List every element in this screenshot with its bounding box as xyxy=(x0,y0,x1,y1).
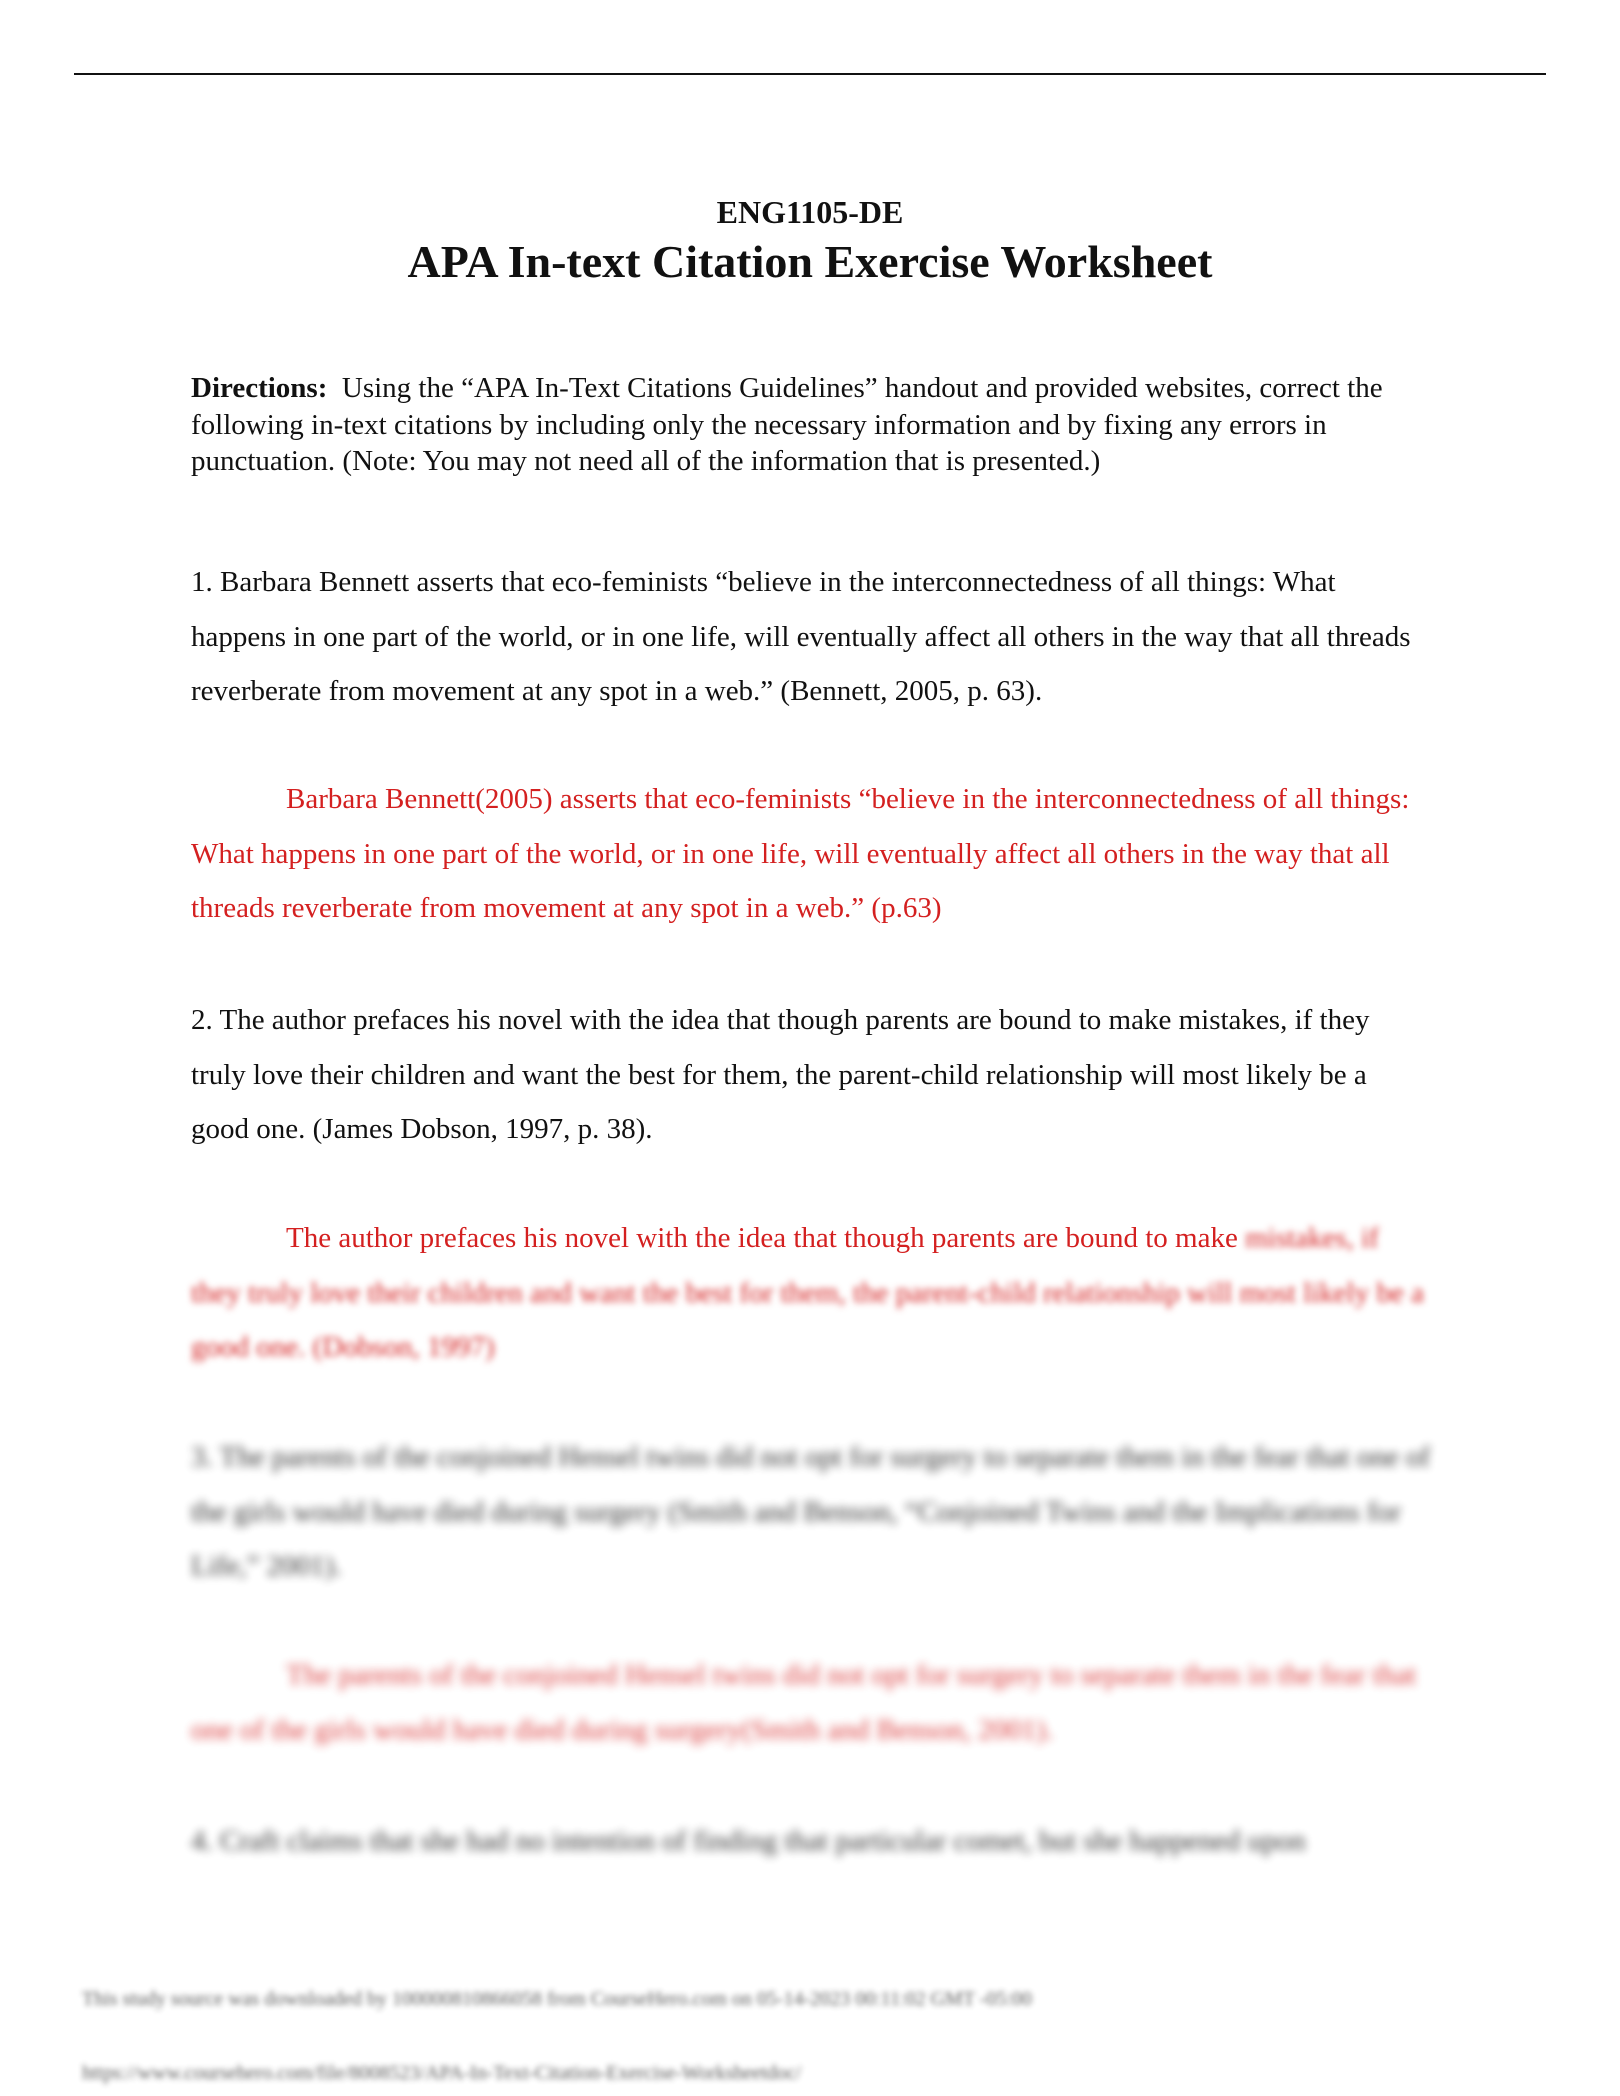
directions-paragraph xyxy=(191,370,1431,480)
header-rule xyxy=(74,73,1546,75)
answer-2 xyxy=(191,1211,1431,1375)
answer-2-visible: The author prefaces his novel with the idea that though parents are bound to make xyxy=(286,1222,1238,1254)
question-4: 4. Craft claims that she had no intention of finding that particular comet, but she happened upon xyxy=(191,1825,1306,1857)
directions-text: Using the “APA In-Text Citations Guidelines” handout and provided websites, correct the following in-text citations by including only the necessary information and by fixing any errors in punctuation. (Note: You may not need all of the information that is presented.) xyxy=(191,372,1383,477)
course-code: ENG1105-DE xyxy=(716,194,904,230)
question-2: 2. The author prefaces his novel with the idea that though parents are bound to make mistakes, if they truly love their children and want the best for them, the parent-child relationship will most likely be a good one. (James Dobson, 1997, p. 38). xyxy=(191,1004,1370,1145)
footer-source-url: https://www.coursehero.com/file/8008523/APA-In-Text-Citation-Exercise-Worksheetdoc/ xyxy=(82,2062,802,2084)
answer-2-blurred: mistakes, if they truly love their children and want the best for them, the parent-child relationship will most likely be a good one. (Dobson, 1997) xyxy=(191,1222,1424,1363)
answer-3: The parents of the conjoined Hensel twins did not opt for surgery to separate them in the fear that one of the girls would have died during surgery(Smith and Benson, 2001). xyxy=(191,1659,1417,1746)
answer-1: Barbara Bennett(2005) asserts that eco-feminists “believe in the interconnectedness of all things: What happens in one part of the world, or in one life, will eventually affect all others in the way that all threads reverberate from movement at any spot in a web.” (p.63) xyxy=(191,783,1410,924)
directions-label: Directions: xyxy=(191,372,328,404)
question-1: 1. Barbara Bennett asserts that eco-feminists “believe in the interconnectedness of all things: What happens in one part of the world, or in one life, will eventually affect all others in the way that all threads reverberate from movement at any spot in a web.” (Bennett, 2005, p. 63). xyxy=(191,566,1411,707)
footer-download-notice: This study source was downloaded by 100000810866058 from CourseHero.com on 05-14-2023 00:11:02 GMT -05:00 xyxy=(82,1988,1032,2010)
question-3: 3. The parents of the conjoined Hensel twins did not opt for surgery to separate them in the fear that one of the girls would have died during surgery (Smith and Benson, “Conjoined Twins and the Implications for Life,” 2001). xyxy=(191,1441,1431,1582)
page-title: APA In-text Citation Exercise Worksheet xyxy=(407,236,1213,287)
